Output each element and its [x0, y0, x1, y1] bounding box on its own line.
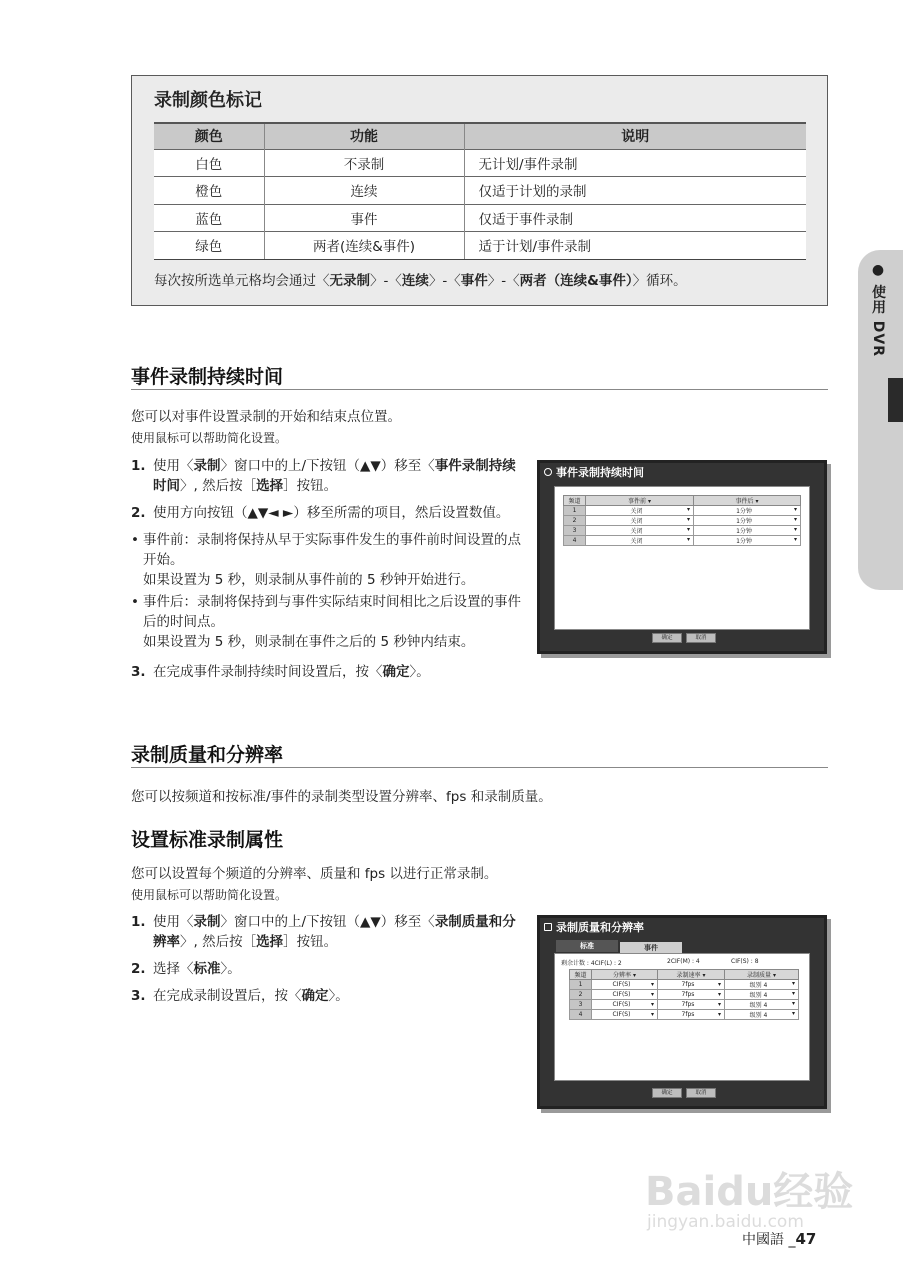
table-cell: 事件 — [264, 204, 464, 232]
chapter-marker — [888, 378, 903, 422]
screen-panel — [554, 486, 810, 630]
table-cell: 不录制 — [264, 149, 464, 177]
cancel-button[interactable]: 取消 — [686, 633, 716, 643]
clock-icon — [544, 468, 552, 476]
table-row: 1 CIF(S) ▾ 7fps ▾ 级别 4 ▾ — [570, 980, 799, 990]
tab-standard[interactable]: 标准 — [556, 940, 618, 952]
paragraph: 您可以对事件设置录制的开始和结束点位置。 — [131, 409, 401, 425]
resolution-select[interactable]: CIF(S) ▾ — [592, 980, 658, 990]
table-cell: 仅适于计划的录制 — [464, 177, 806, 205]
mouse-note: 使用鼠标可以帮助简化设置。 — [131, 888, 288, 902]
remaining-count: 剩余计数 : 4CIF(L) : 2 — [561, 960, 622, 967]
quality-select[interactable]: 级别 4 ▾ — [725, 990, 799, 1000]
cancel-button[interactable]: 取消 — [686, 1088, 716, 1098]
ok-button[interactable]: 确定 — [652, 1088, 682, 1098]
column-header: 说明 — [464, 123, 806, 149]
table-row — [154, 232, 806, 260]
ok-button[interactable]: 确定 — [652, 633, 682, 643]
screen-titlebar: 录制质量和分辨率 — [540, 918, 824, 938]
column-header[interactable]: 录制质量 ▾ — [725, 970, 799, 980]
cycle-note: 每次按所选单元格均会通过〈无录制〉-〈连续〉-〈事件〉-〈两者（连续&事件）〉循环。 — [154, 273, 687, 289]
table-row: 2 CIF(S) ▾ 7fps ▾ 级别 4 ▾ — [570, 990, 799, 1000]
table-cell: 橙色 — [154, 177, 264, 205]
steps-list — [131, 912, 526, 1013]
subsection-heading: 设置标准录制属性 — [131, 829, 284, 851]
screen-titlebar: 事件录制持续时间 — [540, 463, 824, 483]
table-header-row — [154, 123, 806, 149]
post-event-select[interactable]: 1分钟 ▾ — [694, 536, 801, 546]
record-icon — [544, 923, 552, 931]
step-3: 3. 在完成事件录制持续时间设置后，按〈确定〉。 — [131, 664, 430, 680]
step-1: 1. 使用〈录制〉窗口中的上/下按钮（▲▼）移至〈录制质量和分辨率〉, 然后按［选择］按钮。 — [131, 914, 516, 950]
step-3: 3. 在完成录制设置后，按〈确定〉。 — [131, 988, 349, 1004]
post-event-select[interactable]: 1分钟 ▾ — [694, 516, 801, 526]
section-rule — [131, 767, 828, 768]
table-row: 4 关闭 ▾ 1分钟 ▾ — [564, 536, 801, 546]
section-rule — [131, 389, 828, 390]
resolution-select[interactable]: CIF(S) ▾ — [592, 990, 658, 1000]
steps-list — [131, 456, 526, 689]
screen-panel — [554, 953, 810, 1081]
table-row: 2 关闭 ▾ 1分钟 ▾ — [564, 516, 801, 526]
footer-language: 中國語 _ — [742, 1232, 796, 1248]
page-footer — [742, 1229, 816, 1249]
column-header: 频道 — [570, 970, 592, 980]
quality-resolution-table — [569, 969, 799, 1020]
resolution-select[interactable]: CIF(S) ▾ — [592, 1010, 658, 1020]
table-row — [154, 177, 806, 205]
table-cell: 适于计划/事件录制 — [464, 232, 806, 260]
table-row — [154, 149, 806, 177]
page-number: 47 — [795, 1230, 817, 1248]
bullet-before: • 事件前：录制将保持从早于实际事件发生的事件前时间设置的点开始。 如果设置为 5 秒，则录制从事件前的 5 秒钟开始进行。 — [131, 530, 526, 590]
color-legend-title: 录制颜色标记 — [154, 90, 262, 111]
step-2: 2. 使用方向按钮（▲▼◄ ►）移至所需的项目，然后设置数值。 — [131, 505, 510, 521]
column-header: 功能 — [264, 123, 464, 149]
remaining-count: CIF(S) : 8 — [731, 958, 759, 965]
color-legend-box — [131, 75, 828, 306]
resolution-select[interactable]: CIF(S) ▾ — [592, 1000, 658, 1010]
bullet-after: • 事件后：录制将保持到与事件实际结束时间相比之后设置的事件后的时间点。 如果设置为 5 秒，则录制在事件之后的 5 秒钟内结束。 — [131, 592, 526, 652]
pre-event-select[interactable]: 关闭 ▾ — [586, 516, 694, 526]
column-header[interactable]: 事件前 ▾ — [586, 496, 694, 506]
table-cell: 连续 — [264, 177, 464, 205]
fps-select[interactable]: 7fps ▾ — [658, 1010, 725, 1020]
paragraph: 您可以设置每个频道的分辨率、质量和 fps 以进行正常录制。 — [131, 866, 498, 882]
section-heading: 事件录制持续时间 — [131, 366, 284, 388]
tab-event[interactable]: 事件 — [620, 942, 682, 954]
fps-select[interactable]: 7fps ▾ — [658, 1000, 725, 1010]
event-duration-table — [563, 495, 801, 546]
table-row: 3 CIF(S) ▾ 7fps ▾ 级别 4 ▾ — [570, 1000, 799, 1010]
table-row: 1 关闭 ▾ 1分钟 ▾ — [564, 506, 801, 516]
column-header: 频道 — [564, 496, 586, 506]
pre-event-select[interactable]: 关闭 ▾ — [586, 506, 694, 516]
mouse-note: 使用鼠标可以帮助简化设置。 — [131, 431, 288, 445]
chapter-side-tab — [858, 250, 903, 590]
table-row: 3 关闭 ▾ 1分钟 ▾ — [564, 526, 801, 536]
event-duration-screenshot — [537, 460, 827, 654]
step-2: 2. 选择〈标准〉。 — [131, 961, 241, 977]
column-header[interactable]: 事件后 ▾ — [694, 496, 801, 506]
quality-resolution-screenshot — [537, 915, 827, 1109]
table-cell: 仅适于事件录制 — [464, 204, 806, 232]
post-event-select[interactable]: 1分钟 ▾ — [694, 506, 801, 516]
step-1: 1. 使用〈录制〉窗口中的上/下按钮（▲▼）移至〈事件录制持续时间〉, 然后按［选择］按钮。 — [131, 458, 516, 494]
table-cell: 无计划/事件录制 — [464, 149, 806, 177]
section-heading: 录制质量和分辨率 — [131, 744, 284, 766]
table-cell: 绿色 — [154, 232, 264, 260]
column-header[interactable]: 分辨率 ▾ — [592, 970, 658, 980]
table-cell: 蓝色 — [154, 204, 264, 232]
color-legend-table — [154, 122, 806, 260]
paragraph: 您可以按频道和按标准/事件的录制类型设置分辨率、fps 和录制质量。 — [131, 789, 552, 805]
fps-select[interactable]: 7fps ▾ — [658, 980, 725, 990]
chapter-label: ● 使用 DVR — [870, 262, 886, 357]
table-row: 4 CIF(S) ▾ 7fps ▾ 级别 4 ▾ — [570, 1010, 799, 1020]
pre-event-select[interactable]: 关闭 ▾ — [586, 536, 694, 546]
quality-select[interactable]: 级别 4 ▾ — [725, 980, 799, 990]
column-header[interactable]: 录制速率 ▾ — [658, 970, 725, 980]
quality-select[interactable]: 级别 4 ▾ — [725, 1000, 799, 1010]
post-event-select[interactable]: 1分钟 ▾ — [694, 526, 801, 536]
table-row — [154, 204, 806, 232]
quality-select[interactable]: 级别 4 ▾ — [725, 1010, 799, 1020]
pre-event-select[interactable]: 关闭 ▾ — [586, 526, 694, 536]
column-header: 颜色 — [154, 123, 264, 149]
baidu-watermark: Baidu经验 jingyan.baidu.com — [645, 1169, 854, 1232]
table-cell: 白色 — [154, 149, 264, 177]
table-cell: 两者(连续&事件) — [264, 232, 464, 260]
remaining-count: 2CIF(M) : 4 — [667, 958, 700, 965]
fps-select[interactable]: 7fps ▾ — [658, 990, 725, 1000]
